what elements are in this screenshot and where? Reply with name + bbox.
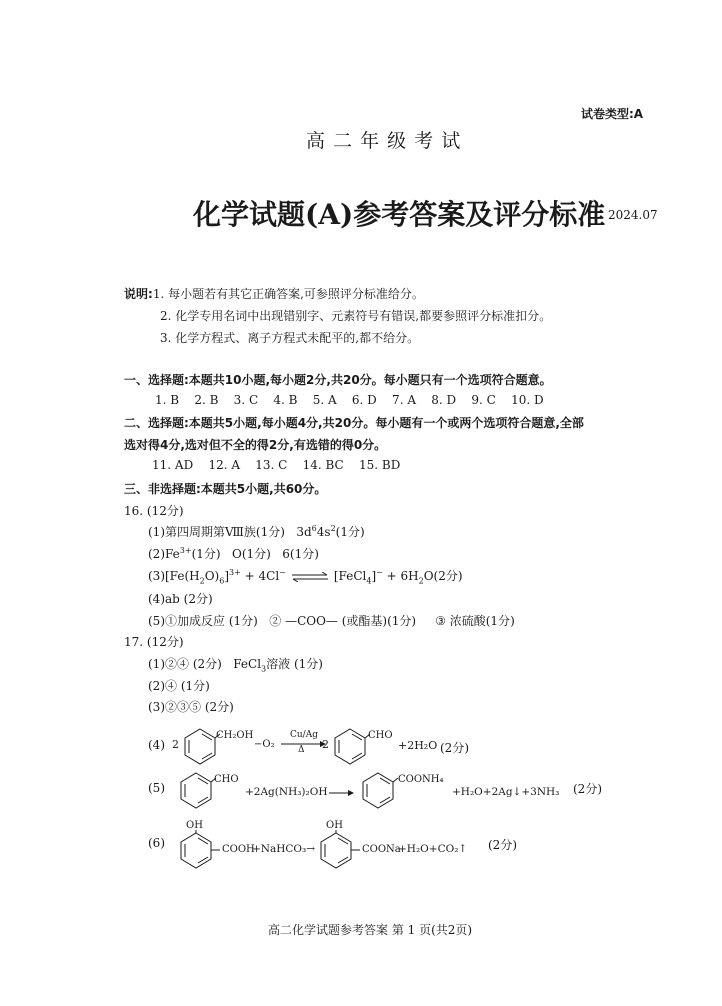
q17-part4-score: (2分) [440, 741, 469, 755]
q17-part4-condition: Δ [298, 745, 305, 755]
q17-part4-coef1: 2 [172, 738, 179, 751]
grade-exam-title: 高 二 年 级 考 试 [306, 130, 462, 152]
q17-part4-group1: CH₂OH [216, 730, 254, 741]
q17-part4-o2: −O₂ [254, 739, 275, 750]
reaction-arrow-icon [328, 789, 356, 797]
q17-part4-product: +2H₂O [398, 739, 438, 752]
q16-header: 16. (12分) [124, 504, 184, 518]
q17-part6-label: (6) [148, 836, 165, 850]
benzene-ring-icon [176, 770, 216, 810]
benzene-ring-icon [330, 726, 370, 766]
exam-date: 2024.07 [608, 208, 658, 222]
section2-heading-line1: 二、选择题:本题共5小题,每小题4分,共20分。每小题有一个或两个选项符合题意,全部 [124, 416, 584, 430]
q17-part2: (2)④ (1分) [148, 679, 210, 693]
q17-part4-coef2: 2 [322, 738, 329, 751]
q17-part5-score: (2分) [573, 782, 602, 796]
benzene-ring-icon [180, 726, 220, 766]
q16-part1: (1)第四周期第Ⅷ族(1分) $3d^64s^2(1$分) [148, 524, 365, 539]
q17-part5-label: (5) [148, 781, 165, 795]
notes-label: 说明: [124, 287, 153, 301]
q17-part6-score: (2分) [488, 838, 517, 852]
section1-heading: 一、选择题:本题共10小题,每小题2分,共20分。每小题只有一个选项符合题意。 [124, 373, 552, 387]
q17-part6-group1: COOH [222, 844, 255, 855]
note-item-1: 1. 每小题若有其它正确答案,可参照评分标准给分。 [152, 287, 424, 301]
section3-heading: 三、非选择题:本题共5小题,共60分。 [124, 482, 327, 496]
note-item-3: 3. 化学方程式、离子方程式未配平的,都不给分。 [160, 331, 420, 345]
note-item-2: 2. 化学专用名词中出现错别字、元素符号有错误,都要参照评分标准扣分。 [160, 309, 552, 323]
notes-line-1 [124, 285, 424, 302]
benzene-ring-icon [358, 770, 398, 810]
equilibrium-arrow-icon [290, 572, 330, 582]
q17-part6-oh1: OH [186, 820, 203, 831]
q17-part5-group2: COONH₄ [398, 774, 444, 785]
section2-heading-line2: 选对得4分,选对但不全的得2分,有选错的得0分。 [124, 438, 387, 452]
q17-part4-catalyst: Cu/Ag [290, 730, 318, 740]
benzene-ring-icon [176, 830, 224, 870]
q16-part2: $(2)Fe^{3+}(1$分) O(1分) 6(1分) [148, 546, 319, 561]
q17-part6-products: +H₂O+CO₂↑ [398, 843, 468, 855]
q17-part6-reagent: +NaHCO₃→ [252, 843, 316, 855]
section2-answers: 11. AD 12. A 13. C 14. BC 15. BD [152, 458, 401, 472]
q16-part5: (5)①加成反应 (1分) ② —COO— (或酯基)(1分) ③ 浓硫酸(1分) [148, 614, 515, 628]
q17-part5-group1: CHO [214, 774, 239, 785]
paper-type: 试卷类型:A [581, 107, 644, 121]
q17-part5-products: +H₂O+2Ag↓+3NH₃ [452, 786, 560, 798]
q17-part4-group2: CHO [368, 730, 393, 741]
q17-header: 17. (12分) [124, 635, 184, 649]
q17-part3: (3)②③⑤ (2分) [148, 700, 234, 714]
q17-part1: (1)②④ (2分) FeCl$_3$溶液 (1分) [148, 657, 323, 674]
q16-part3: $(3)[Fe(H_2O)_6]^{3+} + 4Cl^-$ [FeCl$_4$]− + $6H_2O(2$分) [148, 568, 463, 586]
q17-part6-group2: COONa [362, 844, 401, 855]
page-title: 化学试题(A)参考答案及评分标准 [193, 198, 606, 231]
page-footer: 高二化学试题参考答案 第 1 页(共2页) [268, 923, 473, 937]
benzene-ring-icon [316, 830, 364, 870]
q16-part4: (4)ab (2分) [148, 592, 213, 606]
q17-part5-reagent: +2Ag(NH₃)₂OH [245, 786, 328, 798]
q17-part4-label: (4) [148, 738, 165, 752]
section1-answers: 1. B 2. B 3. C 4. B 5. A 6. D 7. A 8. D 9. C 10. D [155, 393, 544, 407]
q17-part6-oh2: OH [326, 820, 343, 831]
